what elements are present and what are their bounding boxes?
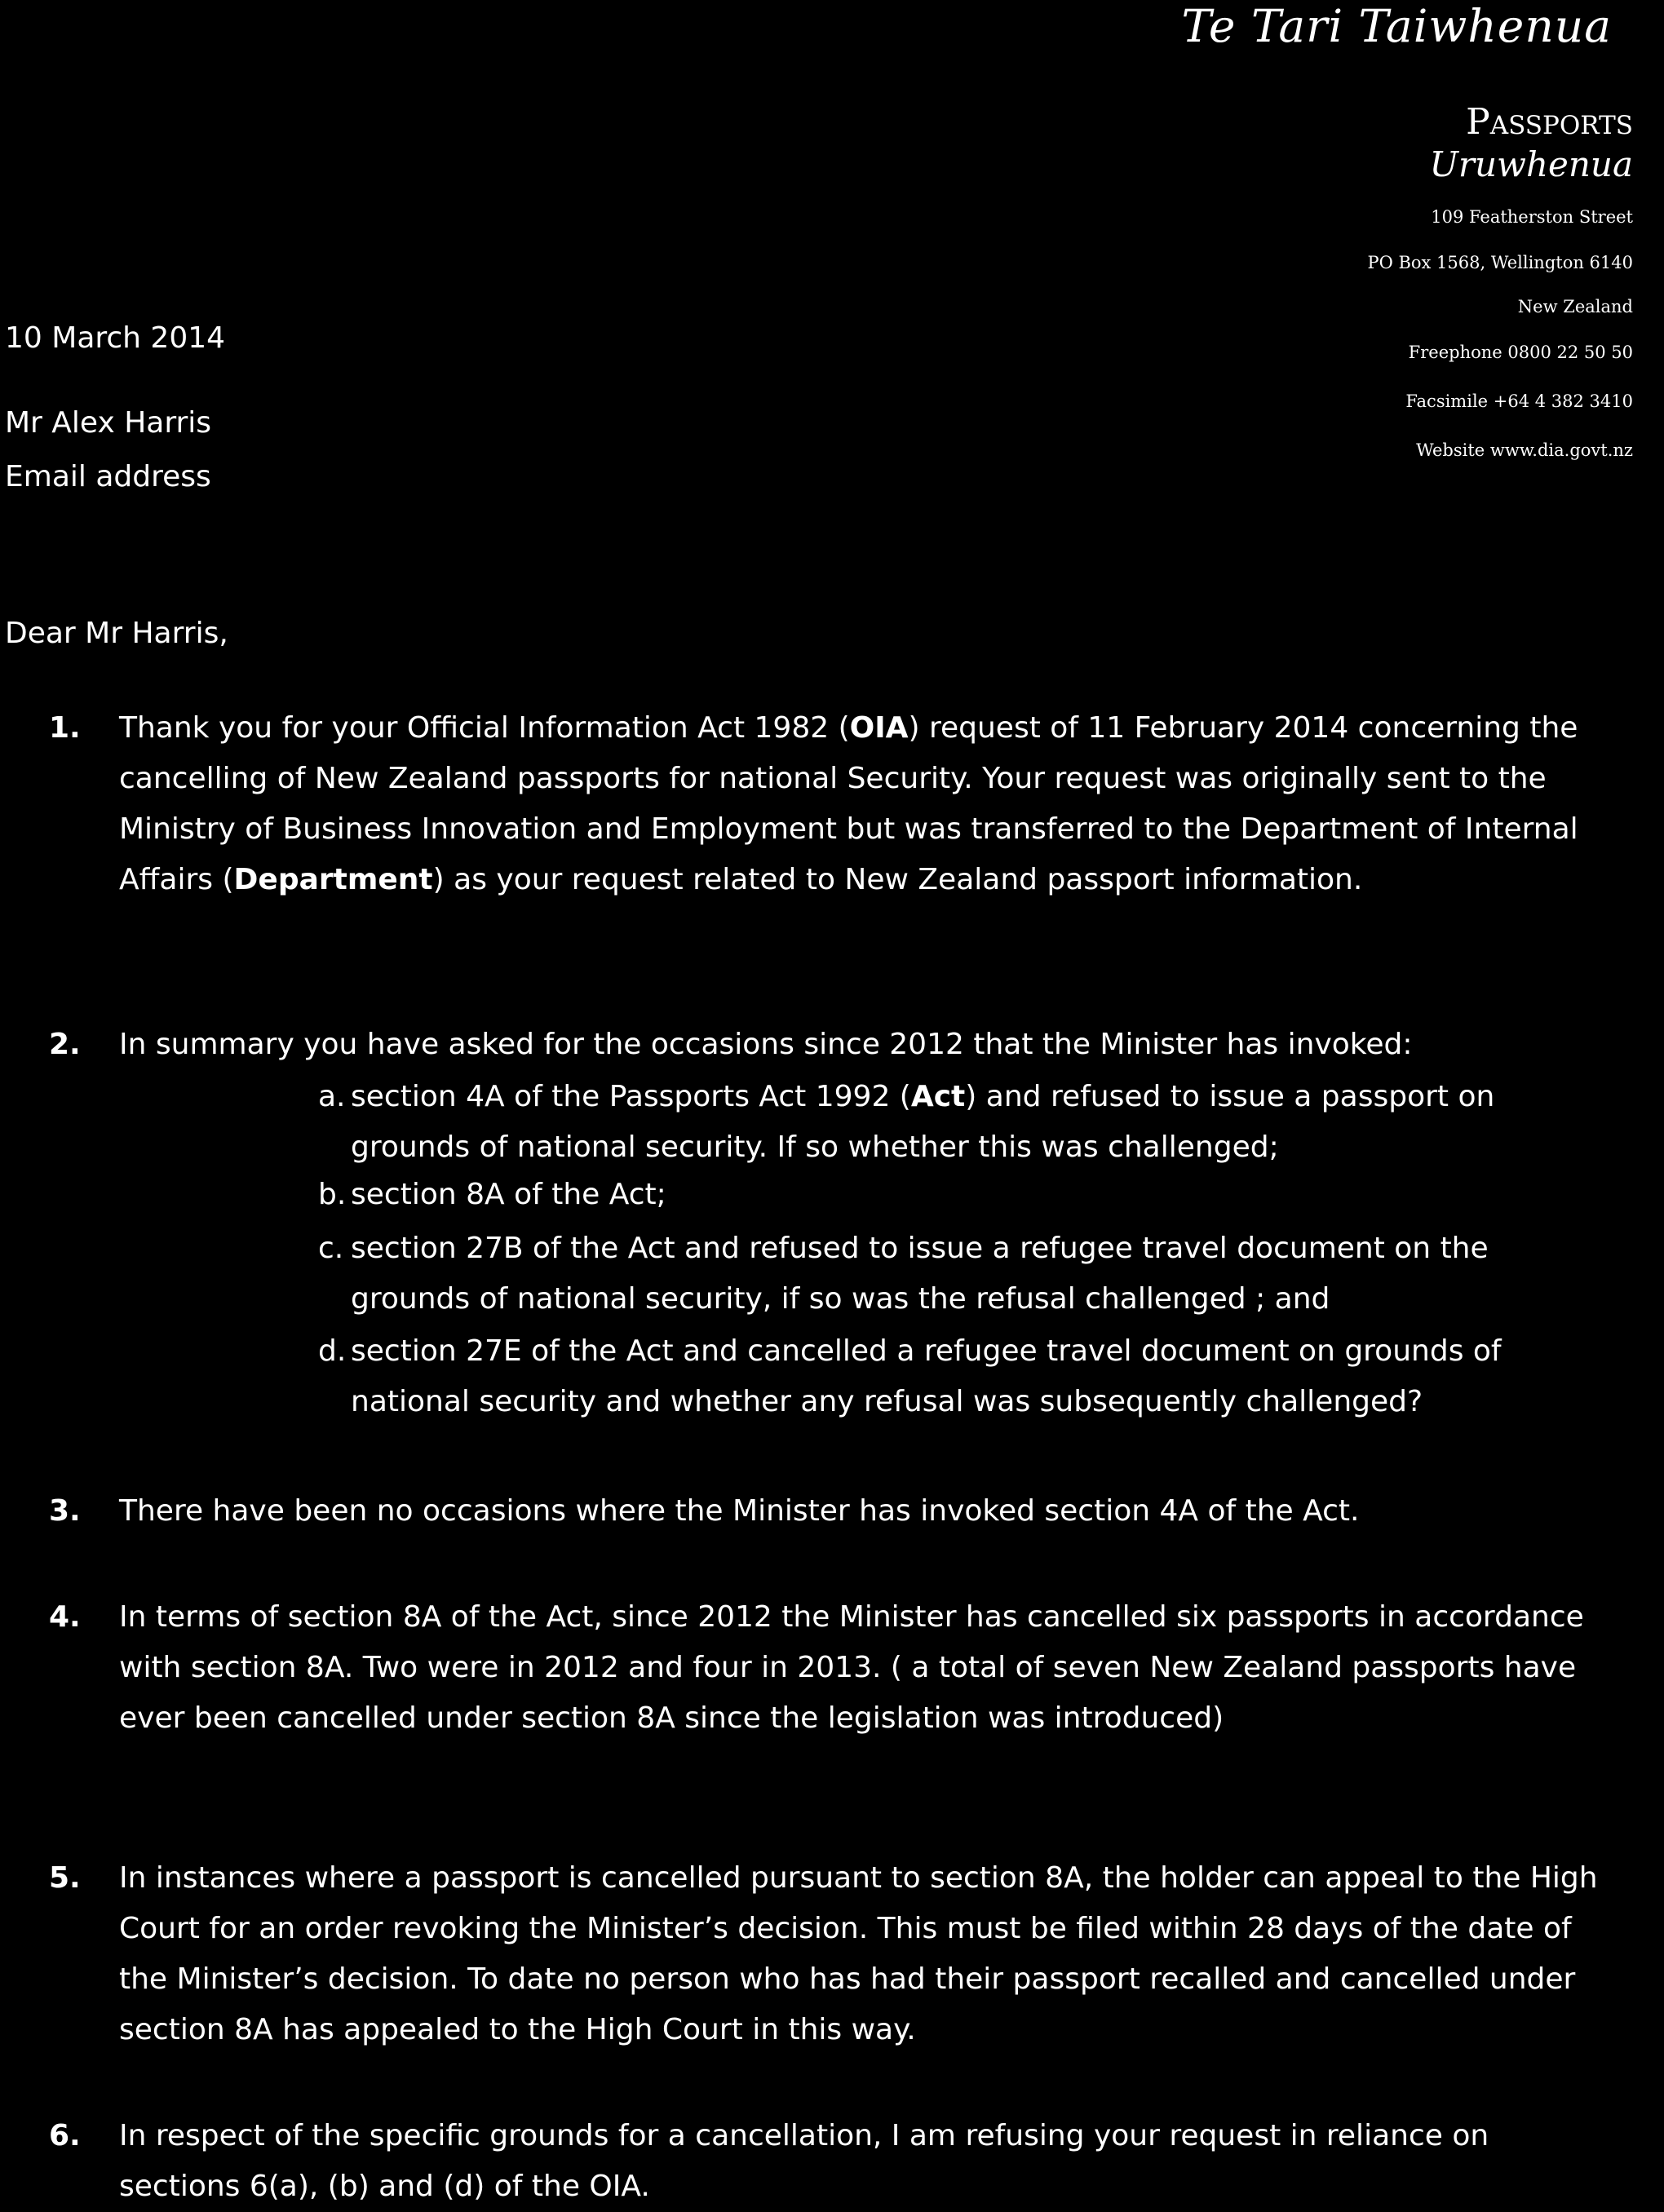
list-item-b (318, 1170, 1574, 1220)
list-item-a (318, 1072, 1574, 1173)
letter-date: 10 March 2014 (5, 321, 226, 355)
paragraph-5 (49, 1853, 1599, 2055)
paragraph-6 (49, 2111, 1599, 2212)
paragraph-text: In summary you have asked for the occasions since 2012 that the Minister has invoked: (119, 1028, 1413, 1061)
paragraph-text: Thank you for your Official Information Act 1982 (OIA) request of 11 February 2014 concerning the cancelling of New Zealand passports for national Security. Your request was originally sent to the Ministry of Business Innovation and Employment but was transferred to the Department of Internal Affairs (Department) as your request related to New Zealand passport information. (119, 711, 1578, 896)
paragraph-number: 2. (49, 1028, 81, 1061)
paragraph-3 (49, 1486, 1599, 1537)
paragraph-text: In terms of section 8A of the Act, since 2012 the Minister has cancelled six passports in accordance with section 8A. Two were in 2012 and four in 2013. ( a total of seven New Zealand passports have ever been cancelled under section 8A since the legislation was introduced) (119, 1600, 1584, 1735)
recipient-contact: Email address (5, 460, 211, 493)
recipient-name: Mr Alex Harris (5, 406, 212, 440)
salutation: Dear Mr Harris, (5, 617, 228, 650)
list-item-d (318, 1326, 1574, 1427)
paragraph-2 (49, 1020, 1599, 1070)
paragraph-text: There have been no occasions where the Minister has invoked section 4A of the Act. (119, 1494, 1360, 1528)
branch-name-maori: Uruwhenua (1429, 144, 1633, 184)
list-item-label: d. (318, 1334, 347, 1368)
paragraph-number: 1. (49, 711, 81, 745)
list-item-text: section 8A of the Act; (351, 1178, 666, 1211)
address-street: 109 Featherston Street (1431, 207, 1633, 227)
branch-name: Passports (1466, 101, 1633, 143)
address-po-box: PO Box 1568, Wellington 6140 (1367, 253, 1633, 272)
address-facsimile: Facsimile +64 4 382 3410 (1405, 392, 1633, 411)
address-website: Website www.dia.govt.nz (1416, 440, 1633, 460)
paragraph-4 (49, 1592, 1599, 1744)
address-country: New Zealand (1517, 297, 1633, 316)
address-freephone: Freephone 0800 22 50 50 (1408, 343, 1633, 362)
list-item-text: section 27E of the Act and cancelled a refugee travel document on grounds of national security and whether any refusal was subsequently challenged? (351, 1334, 1502, 1418)
list-item-text: section 4A of the Passports Act 1992 (Act) and refused to issue a passport on grounds of national security. If so whether this was challenged; (351, 1080, 1495, 1164)
paragraph-number: 4. (49, 1600, 81, 1634)
list-item-label: a. (318, 1080, 346, 1113)
paragraph-text: In respect of the specific grounds for a cancellation, I am refusing your request in reliance on sections 6(a), (b) and (d) of the OIA. (119, 2119, 1489, 2203)
paragraph-number: 3. (49, 1494, 81, 1528)
list-item-label: b. (318, 1178, 347, 1211)
paragraph-text: In instances where a passport is cancelled pursuant to section 8A, the holder can appeal to the High Court for an order revoking the Minister’s decision. This must be filed within 28 days of the date of the Minister’s decision. To date no person who has had their passport recalled and cancelled under section 8A has appealed to the High Court in this way. (119, 1861, 1598, 2046)
list-item-c (318, 1223, 1574, 1325)
paragraph-number: 6. (49, 2119, 81, 2152)
organisation-name: Te Tari Taiwhenua (1181, 0, 1612, 52)
list-item-label: c. (318, 1232, 344, 1265)
paragraph-number: 5. (49, 1861, 81, 1895)
list-item-text: section 27B of the Act and refused to issue a refugee travel document on the grounds of national security, if so was the refusal challenged ; and (351, 1232, 1489, 1316)
paragraph-1 (49, 703, 1599, 905)
